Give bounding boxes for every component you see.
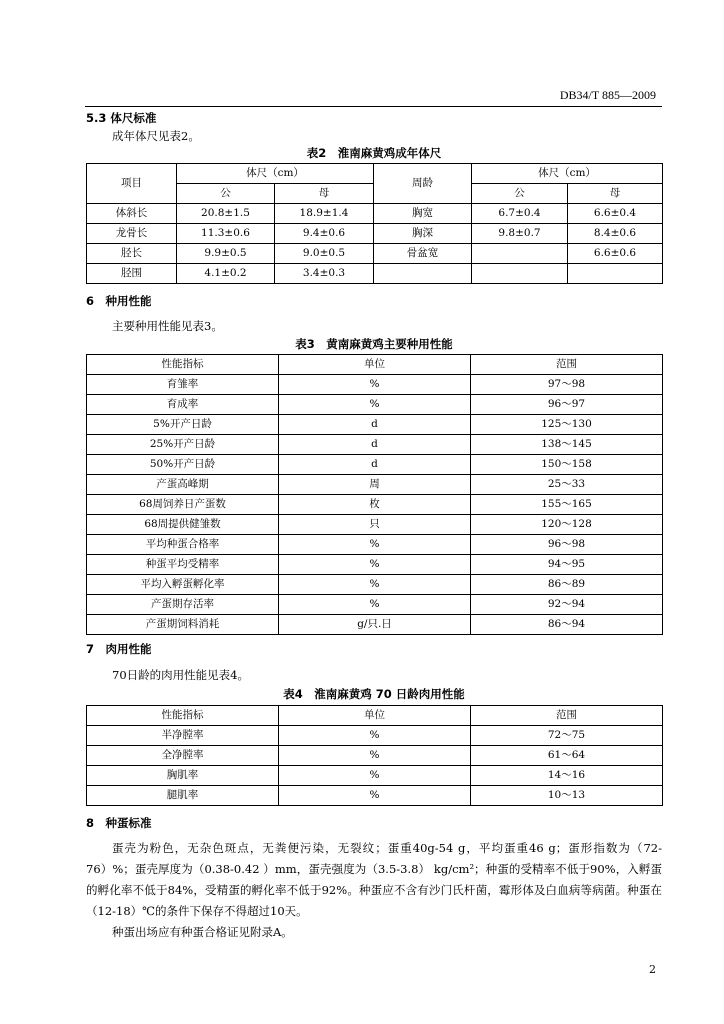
table-cell: 育成率	[87, 395, 279, 415]
table-cell: 枚	[279, 495, 471, 515]
table-cell: 86～89	[471, 575, 663, 595]
table2-header-item: 项目	[87, 164, 177, 204]
table-cell: %	[279, 595, 471, 615]
table-cell: 9.0±0.5	[275, 244, 374, 264]
table-cell: 120～128	[471, 515, 663, 535]
table-cell: %	[279, 786, 471, 806]
table2	[86, 163, 663, 284]
section-8-title: 8 种蛋标准	[86, 816, 152, 830]
table3-header-range: 范围	[471, 355, 663, 375]
table4-header-unit: 单位	[279, 706, 471, 726]
table-row	[87, 435, 663, 455]
table4-header-metric: 性能指标	[87, 706, 279, 726]
header-rule	[85, 106, 662, 107]
table-cell: 种蛋平均受精率	[87, 555, 279, 575]
table-cell: 94～95	[471, 555, 663, 575]
table-cell: 86～94	[471, 615, 663, 635]
table-cell: 胫围	[87, 264, 177, 284]
table-cell: 150～158	[471, 455, 663, 475]
table-row	[87, 535, 663, 555]
table-row	[87, 224, 663, 244]
table-cell: 平均入孵蛋孵化率	[87, 575, 279, 595]
page-number: 2	[649, 963, 656, 976]
table-cell: 9.8±0.7	[472, 224, 568, 244]
table-cell: 138～145	[471, 435, 663, 455]
table-row	[87, 264, 663, 284]
table-row	[87, 415, 663, 435]
table-cell: 半净膛率	[87, 726, 279, 746]
table-cell: %	[279, 535, 471, 555]
table-row	[87, 766, 663, 786]
table-cell: 10～13	[471, 786, 663, 806]
table3	[86, 354, 663, 635]
table-cell: 腿肌率	[87, 786, 279, 806]
table-cell	[472, 244, 568, 264]
table-row	[87, 786, 663, 806]
table2-header-female-2: 母	[568, 184, 663, 204]
table2-header-male-2: 公	[472, 184, 568, 204]
table-row	[87, 726, 663, 746]
table4-header-range: 范围	[471, 706, 663, 726]
table-cell: 14～16	[471, 766, 663, 786]
standard-code: DB34/T 885—2009	[559, 88, 656, 102]
table-cell: 68周饲养日产蛋数	[87, 495, 279, 515]
table-cell: 72～75	[471, 726, 663, 746]
section-6-intro: 主要种用性能见表3。	[112, 319, 223, 333]
table-cell: %	[279, 575, 471, 595]
table-cell: 只	[279, 515, 471, 535]
table-cell: 92～94	[471, 595, 663, 615]
table-cell: 96～98	[471, 535, 663, 555]
table-cell: 96～97	[471, 395, 663, 415]
table-cell	[568, 264, 663, 284]
table-cell: 周	[279, 475, 471, 495]
table-row	[87, 204, 663, 224]
table-row	[87, 615, 663, 635]
table-cell: %	[279, 555, 471, 575]
table-header-row	[87, 355, 663, 375]
table3-header-unit: 单位	[279, 355, 471, 375]
table-cell: g/只.日	[279, 615, 471, 635]
table-row	[87, 575, 663, 595]
section-8-paragraph-1: 蛋壳为粉色，无杂色斑点，无粪便污染，无裂纹；蛋重40g-54 g，平均蛋重46 g；蛋形指数为（72-76）%；蛋壳厚度为（0.38-0.42 ）mm，蛋壳强度为（3.5-3.8） kg/cm²；种蛋的受精率不低于90%，入孵蛋的孵化率不低于84%，受精蛋的孵化率不低于92%。种蛋应不含有沙门氏杆菌，霉形体及白血病等病菌。种蛋在（12-18）℃的条件下保存不得超过10天。	[86, 841, 662, 918]
table-cell: %	[279, 726, 471, 746]
section-8-body	[86, 838, 662, 943]
table2-header-week: 周龄	[374, 164, 472, 204]
table-cell: d	[279, 435, 471, 455]
section-8-paragraph-2: 种蛋出场应有种蛋合格证见附录A。	[112, 925, 293, 939]
table-cell: 骨盆宽	[374, 244, 472, 264]
table-cell: 胫长	[87, 244, 177, 264]
table-header-row	[87, 706, 663, 726]
table-row	[87, 244, 663, 264]
table-cell: 平均种蛋合格率	[87, 535, 279, 555]
table-cell: 6.6±0.6	[568, 244, 663, 264]
table-cell: 18.9±1.4	[275, 204, 374, 224]
table-cell: 9.9±0.5	[177, 244, 275, 264]
table-row	[87, 395, 663, 415]
table-cell: 68周提供健雏数	[87, 515, 279, 535]
table-cell: 97～98	[471, 375, 663, 395]
table2-header-body-2: 体尺（cm）	[472, 164, 663, 184]
table-cell: 6.7±0.4	[472, 204, 568, 224]
table-row	[87, 555, 663, 575]
table-cell: 4.1±0.2	[177, 264, 275, 284]
table-cell: 全净膛率	[87, 746, 279, 766]
table-cell: 5%开产日龄	[87, 415, 279, 435]
table3-caption: 表3 黄南麻黄鸡主要种用性能	[295, 337, 453, 351]
table-cell: 25～33	[471, 475, 663, 495]
table-row	[87, 375, 663, 395]
table-cell: 11.3±0.6	[177, 224, 275, 244]
table-row	[87, 455, 663, 475]
table-cell: %	[279, 746, 471, 766]
table-row	[87, 475, 663, 495]
table-cell: %	[279, 375, 471, 395]
table-cell: 体斜长	[87, 204, 177, 224]
table-cell: %	[279, 395, 471, 415]
table-cell: 胸肌率	[87, 766, 279, 786]
table-cell: 61～64	[471, 746, 663, 766]
table-cell	[472, 264, 568, 284]
table-row	[87, 515, 663, 535]
table4	[86, 705, 663, 806]
table-cell: 胸宽	[374, 204, 472, 224]
table-cell: 龙骨长	[87, 224, 177, 244]
table-cell: %	[279, 766, 471, 786]
table-cell: 20.8±1.5	[177, 204, 275, 224]
table-cell: d	[279, 455, 471, 475]
table2-header-body: 体尺（cm）	[177, 164, 374, 184]
table-cell: 产蛋期存活率	[87, 595, 279, 615]
table4-caption: 表4 淮南麻黄鸡 70 日龄肉用性能	[283, 687, 465, 701]
section-5-3-intro: 成年体尺见表2。	[112, 129, 200, 143]
table-cell: 155～165	[471, 495, 663, 515]
table-row	[87, 746, 663, 766]
table-cell: 25%开产日龄	[87, 435, 279, 455]
table-cell: 3.4±0.3	[275, 264, 374, 284]
table2-header-female: 母	[275, 184, 374, 204]
section-7-title: 7 肉用性能	[86, 642, 152, 656]
table-cell: 125～130	[471, 415, 663, 435]
table-cell: 育雏率	[87, 375, 279, 395]
table-cell: 6.6±0.4	[568, 204, 663, 224]
section-6-title: 6 种用性能	[86, 294, 152, 308]
table-cell: 产蛋期饲料消耗	[87, 615, 279, 635]
table-cell: 8.4±0.6	[568, 224, 663, 244]
table3-header-metric: 性能指标	[87, 355, 279, 375]
table-row	[87, 495, 663, 515]
table2-caption: 表2 淮南麻黄鸡成年体尺	[306, 146, 442, 160]
section-5-3-title: 5.3 体尺标准	[86, 111, 157, 125]
section-7-intro: 70日龄的肉用性能见表4。	[112, 668, 249, 682]
table-cell: 50%开产日龄	[87, 455, 279, 475]
table-cell: 胸深	[374, 224, 472, 244]
table-cell	[374, 264, 472, 284]
table-cell: d	[279, 415, 471, 435]
table-row	[87, 595, 663, 615]
table-cell: 9.4±0.6	[275, 224, 374, 244]
table-cell: 产蛋高峰期	[87, 475, 279, 495]
table2-header-male: 公	[177, 184, 275, 204]
